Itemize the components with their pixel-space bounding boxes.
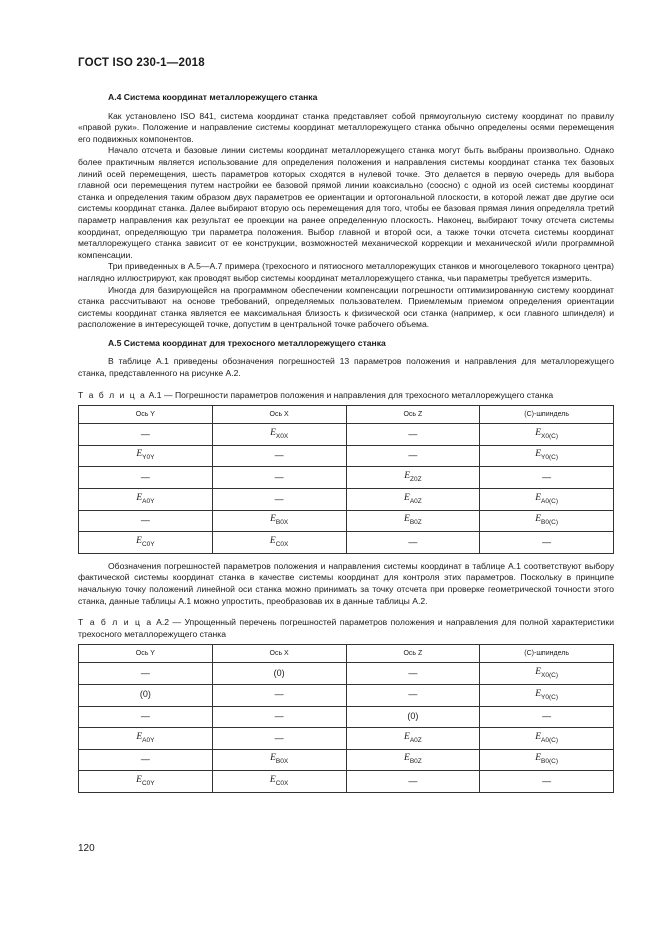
table-cell: —	[212, 489, 346, 511]
section-a5-intro: В таблице А.1 приведены обозначения погрешностей 13 параметров положения и направления для металлорежущего станка, представленного на рисунке А.2.	[78, 356, 614, 379]
section-a4-paragraph-2: Начало отсчета и базовые линии системы координат металлорежущего станка могут быть выбраны произвольно. Однако более практичным является использование для определения положения и направления системы координат станка тех базовых линий осей перемещения, шесть параметров которых сходятся в нулевой точке. Это делается в первую очередь для выбора главной оси перемещения путем настройки ее базовой прямой линии коаксиально (соосно) с одной из осей системы координат станка и определения таким образом двух параметров ее ориентации и ортогональной плоскости, в которой лежат две другие оси системы координат станка. Далее выбирают вторую ось перемещения для того, чтобы ее базовая прямая линия определяла третий параметр направления как результат ее проекции на ранее определенную плоскость. Наконец, выбирают точку отсчета системы координат, определяющую три параметра положения. Выбор главной и второй оси, а также точки отсчета системы координат металлорежущего станка зависит от ее конструкции, возможностей механической коррекции и механической и/или программной компенсации.	[78, 145, 614, 260]
table-header-row	[79, 645, 614, 663]
table-cell	[346, 467, 480, 489]
error-symbol: $E_{A0(C)}$	[535, 492, 559, 505]
document-header: ГОСТ ISO 230-1—2018	[78, 57, 205, 69]
table-row	[79, 424, 614, 446]
table-cell	[346, 728, 480, 750]
table-a2	[78, 644, 614, 793]
page-number: 120	[78, 843, 95, 854]
error-symbol: $E_{C0Y}$	[136, 535, 155, 548]
table-cell	[480, 728, 614, 750]
table-cell: —	[480, 532, 614, 554]
table-a1-caption	[78, 390, 614, 402]
column-header: Ось X	[212, 406, 346, 424]
table-cell: —	[346, 424, 480, 446]
table-header-row	[79, 406, 614, 424]
error-symbol: $E_{Y0(C)}$	[535, 449, 559, 462]
table-a1-caption-text: А.1 — Погрешности параметров положения и направления для трехосного металлорежущего станка	[146, 389, 554, 400]
error-symbol: $E_{C0X}$	[269, 535, 289, 548]
table-cell	[79, 532, 213, 554]
error-symbol: $E_{C0Y}$	[136, 774, 155, 787]
table-cell: —	[79, 749, 213, 771]
error-symbol: $E_{A0Z}$	[404, 731, 422, 744]
table-cell	[79, 445, 213, 467]
table-cell: —	[79, 706, 213, 728]
table-row	[79, 489, 614, 511]
error-symbol: $E_{X0(C)}$	[535, 427, 559, 440]
table-cell	[480, 489, 614, 511]
table-cell: —	[79, 467, 213, 489]
table-a1-caption-label: Т а б л и ц а	[78, 389, 147, 400]
table-cell: —	[480, 706, 614, 728]
table-row	[79, 510, 614, 532]
table-row	[79, 684, 614, 706]
table-cell	[480, 749, 614, 771]
error-symbol: $E_{A0Z}$	[404, 492, 422, 505]
table-cell	[79, 489, 213, 511]
table-a2-caption	[78, 617, 614, 640]
section-a5-heading: А.5 Система координат для трехосного металлорежущего станка	[108, 337, 386, 348]
table-cell: —	[346, 684, 480, 706]
table-cell	[480, 445, 614, 467]
table-cell	[79, 728, 213, 750]
error-symbol: $E_{A0(C)}$	[535, 731, 559, 744]
table-cell: —	[212, 684, 346, 706]
table-cell: —	[346, 663, 480, 685]
table-cell	[480, 424, 614, 446]
error-symbol: $E_{X0(C)}$	[535, 666, 559, 679]
table-cell	[346, 749, 480, 771]
table-cell: —	[212, 706, 346, 728]
column-header: Ось Z	[346, 645, 480, 663]
table-cell: (0)	[212, 663, 346, 685]
error-symbol: $E_{C0X}$	[269, 774, 289, 787]
section-a4-body	[78, 111, 614, 331]
table-cell	[212, 771, 346, 793]
page-content	[78, 92, 614, 793]
table-row	[79, 771, 614, 793]
table-cell	[480, 684, 614, 706]
table-cell: —	[212, 445, 346, 467]
table-cell: (0)	[79, 684, 213, 706]
table-cell: —	[480, 467, 614, 489]
error-symbol: $E_{B0(C)}$	[535, 514, 559, 527]
section-a4-paragraph-4: Иногда для базирующейся на программном обеспечении компенсации погрешности оптимизированную систему координат станка рассчитывают на основе требований, определяемых пользователем. Приемлемым приемом определения ориентации системы координат станка является ее максимальная близость к физической оси станка (например, к оси главного шпинделя) и расположение в интересующей точке, допустим в центральной точке рабочего объема.	[78, 284, 614, 330]
column-header: Ось Y	[79, 406, 213, 424]
table-row	[79, 445, 614, 467]
section-a4-heading: А.4 Система координат металлорежущего станка	[108, 92, 318, 102]
section-a4-paragraph-1: Как установлено ISO 841, система координат станка представляет собой прямоугольную систему координат по правилу «правой руки». Положение и направление системы координат металлорежущего станка обычно определены осями перемещения его подвижных компонентов.	[78, 110, 614, 144]
table-a2-caption-text: А.2 — Упрощенный перечень погрешностей параметров положения и направления для полной характеристики трехосного металлорежущего станка	[78, 617, 614, 639]
table-row	[79, 749, 614, 771]
table-row	[79, 728, 614, 750]
table-cell: —	[346, 771, 480, 793]
table-row	[79, 467, 614, 489]
error-symbol: $E_{B0X}$	[270, 753, 289, 766]
error-symbol: $E_{B0Z}$	[404, 514, 422, 527]
table-cell: —	[212, 728, 346, 750]
table-cell: —	[346, 532, 480, 554]
error-symbol: $E_{B0X}$	[270, 514, 289, 527]
table-cell: (0)	[346, 706, 480, 728]
column-header: Ось Y	[79, 645, 213, 663]
table-cell	[212, 749, 346, 771]
error-symbol: $E_{X0X}$	[270, 427, 289, 440]
table-cell: —	[212, 467, 346, 489]
table-cell	[212, 510, 346, 532]
table-cell	[212, 424, 346, 446]
table-cell: —	[79, 424, 213, 446]
error-symbol: $E_{B0(C)}$	[535, 753, 559, 766]
error-symbol: $E_{Y0(C)}$	[535, 688, 559, 701]
column-header: Ось X	[212, 645, 346, 663]
error-symbol: $E_{A0Y}$	[136, 731, 155, 744]
error-symbol: $E_{A0Y}$	[136, 492, 155, 505]
table-cell	[212, 532, 346, 554]
table-cell: —	[79, 663, 213, 685]
table-cell: —	[79, 510, 213, 532]
table-cell	[79, 771, 213, 793]
table-cell: —	[480, 771, 614, 793]
error-symbol: $E_{Z0Z}$	[404, 470, 422, 483]
error-symbol: $E_{Y0Y}$	[136, 449, 155, 462]
table-row	[79, 706, 614, 728]
table-row	[79, 532, 614, 554]
table-a1	[78, 405, 614, 554]
table-cell: —	[346, 445, 480, 467]
middle-paragraph: Обозначения погрешностей параметров положения и направления системы координат в таблице А.1 соответствуют выбору фактической системы координат станка в качестве системы координат для контроля этих параметров. Поскольку в принципе начальную точку положений линейной оси станка можно принимать за точку отсчета при проверке геометрической точности этого станка, данные таблицы А.1 можно упростить, преобразовав их в данные таблицы А.2.	[78, 560, 614, 606]
section-a4-paragraph-3: Три приведенных в А.5—А.7 примера (трехосного и пятиосного металлорежущих станков и многоцелевого токарного центра) наглядно иллюстрируют, как проводят выбор системы координат металлорежущего станка, чьи параметры требуется измерить.	[78, 261, 614, 283]
table-cell	[480, 510, 614, 532]
column-header: (C)-шпиндель	[480, 406, 614, 424]
table-a2-caption-label: Т а б л и ц а	[78, 617, 153, 628]
table-cell	[480, 663, 614, 685]
table-cell	[346, 489, 480, 511]
column-header: Ось Z	[346, 406, 480, 424]
error-symbol: $E_{B0Z}$	[404, 753, 422, 766]
table-cell	[346, 510, 480, 532]
column-header: (C)-шпиндель	[480, 645, 614, 663]
table-row	[79, 663, 614, 685]
